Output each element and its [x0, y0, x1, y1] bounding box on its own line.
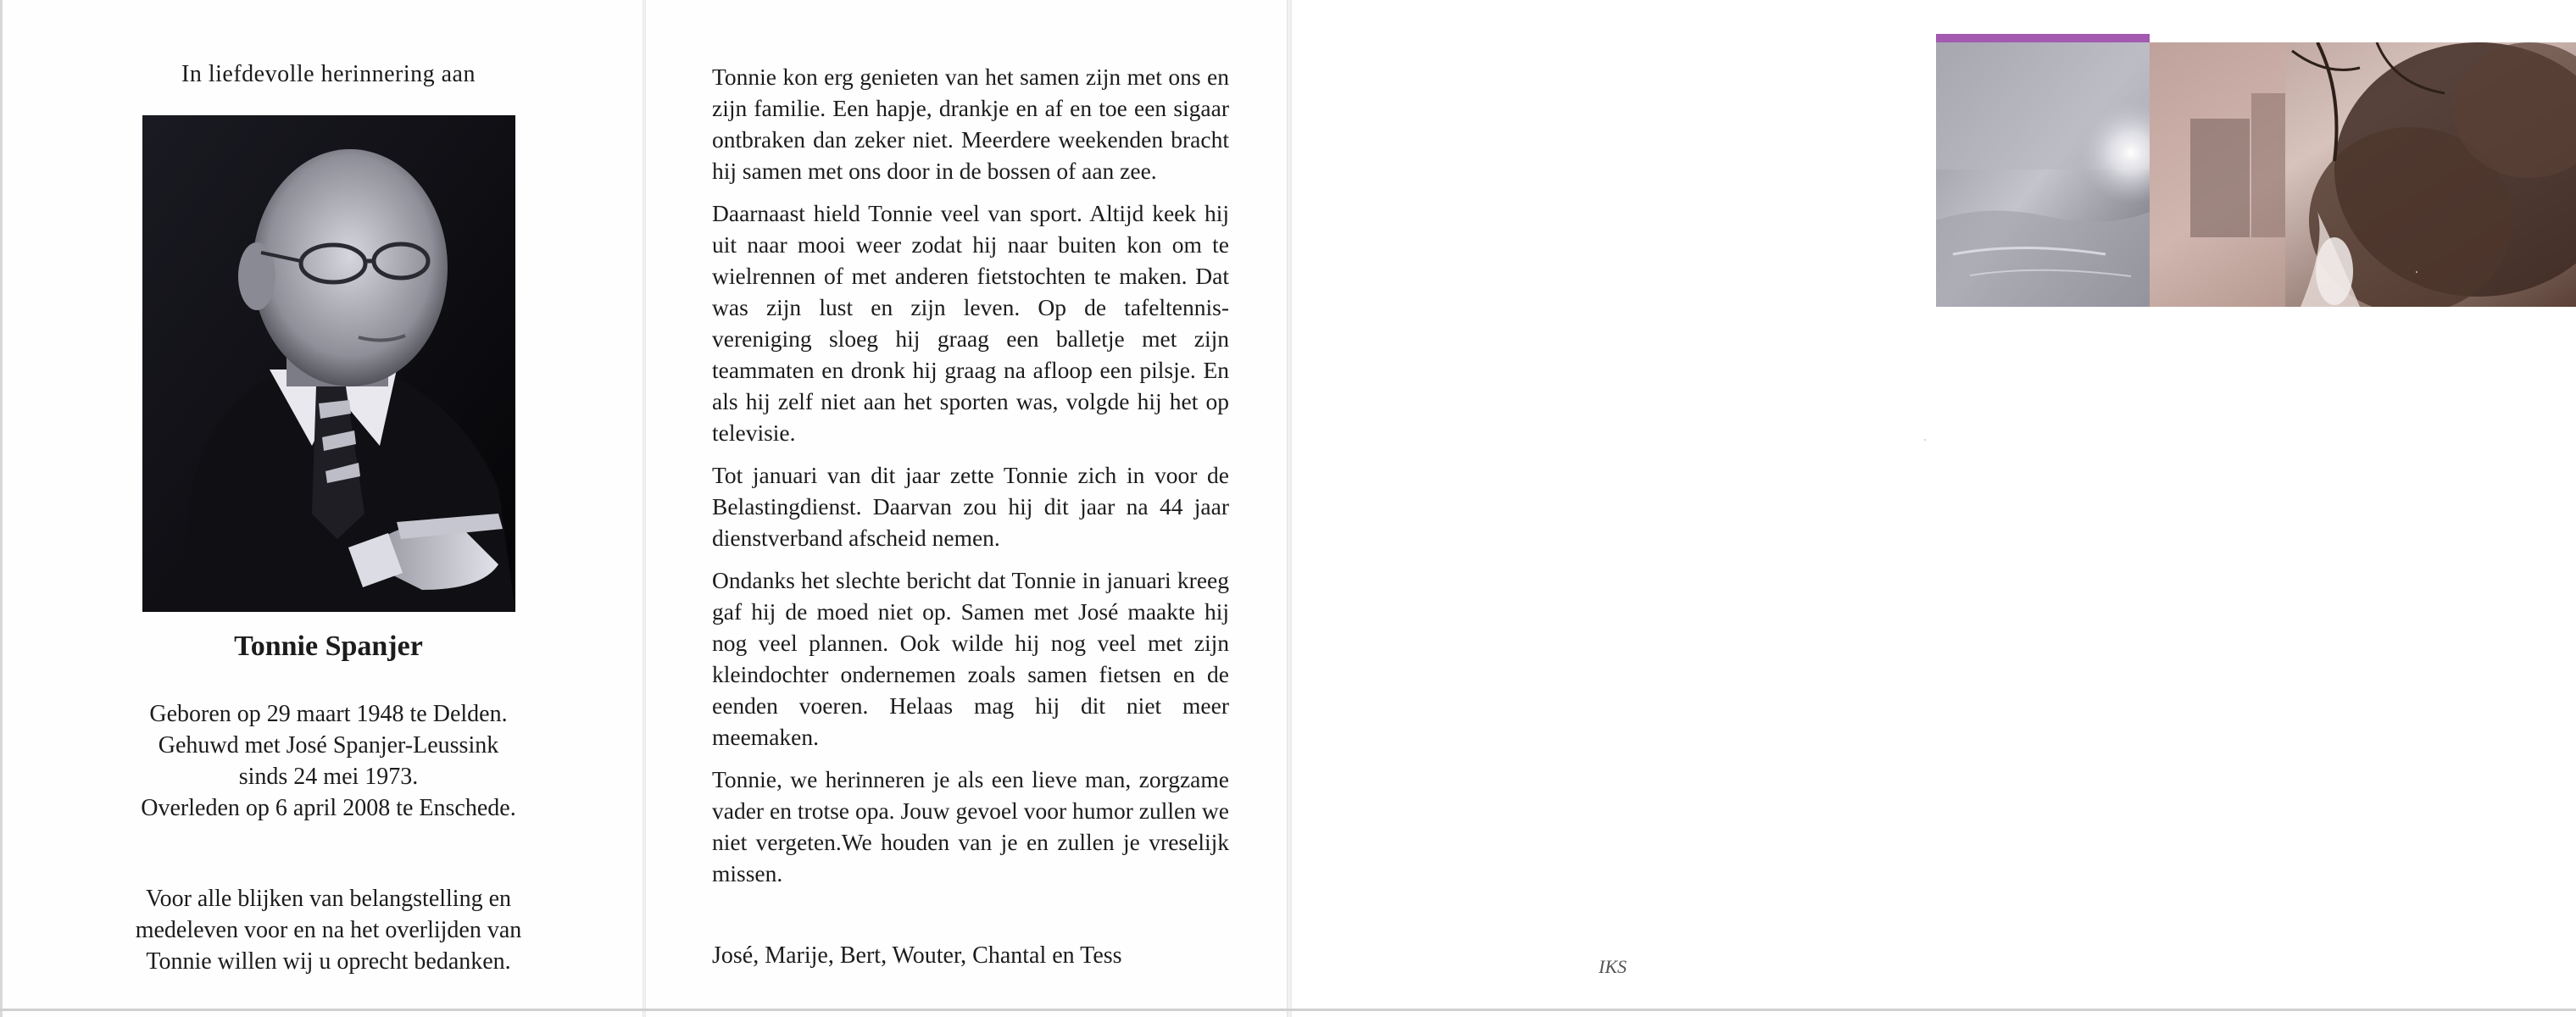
thanks-block [85, 883, 572, 977]
fold-line-right [1287, 0, 1292, 1017]
intro-text: In liefdevolle herinnering aan [181, 61, 476, 87]
bio-block [0, 698, 657, 824]
story-paragraph: Daarnaast hield Tonnie veel van sport. Altijd keek hij uit naar mooi weer zodat hij naar buiten kon om te wielrennen of met anderen fietstochten te maken. Dat was zijn lust en zijn leven. Op de tafeltennis-vereniging sloeg hij graag een balletje met zijn teammaten en dronk hij graag na afloop een pilsje. En als hij zelf niet aan het sporten was, volgde hij het op televisie. [712, 200, 1229, 446]
memorial-story [712, 61, 1229, 900]
thanks-line: medeleven voor en na het overlijden van [135, 917, 522, 943]
paper-speck [2416, 271, 2417, 273]
story-paragraph: Tonnie kon erg genieten van het samen zijn met ons en zijn familie. Een hapje, drankje en af en toe een sigaar ontbraken dan zeker niet. Meerdere weekenden bracht hij samen met ons door in de bossen of aan zee. [712, 64, 1229, 184]
story-paragraph: Ondanks het slechte bericht dat Tonnie in januari kreeg gaf hij de moed niet op. Samen met José maakte hij nog veel plannen. Ook wilde hij nog veel met zijn kleindochter ondernemen zoals samen fietsen en de eenden voeren. Helaas mag hij dit niet meer meemaken. [712, 567, 1229, 750]
card-bottom-edge [0, 1009, 2576, 1011]
thanks-line: Voor alle blijken van belangstelling en [145, 886, 512, 912]
deceased-name: Tonnie Spanjer [234, 631, 423, 662]
printer-imprint: IKS [1599, 956, 1627, 977]
story-paragraph: Tonnie, we herinneren je als een lieve man, zorgzame vader en trotse opa. Jouw gevoel voor humor zullen we niet vergeten.We houden van je en zullen je vreselijk missen. [712, 766, 1229, 886]
portrait-photo [142, 115, 515, 612]
paper-speck [1924, 439, 1926, 441]
story-paragraph: Tot januari van dit jaar zette Tonnie zich in voor de Belastingdienst. Daarvan zou hij dit jaar na 44 jaar dienstverband afscheid nemen. [712, 462, 1229, 551]
bio-line: sinds 24 mei 1973. [238, 764, 419, 790]
cover-photo [1936, 42, 2576, 307]
fold-line-left [643, 0, 646, 1017]
bio-line: Geboren op 29 maart 1948 te Delden. [149, 701, 508, 727]
bio-line: Gehuwd met José Spanjer-Leussink [158, 732, 499, 759]
family-signature: José, Marije, Bert, Wouter, Chantal en Tess [712, 942, 1122, 969]
bio-line: Overleden op 6 april 2008 te Enschede. [141, 795, 516, 821]
thanks-line: Tonnie willen wij u oprecht bedanken. [146, 948, 511, 975]
